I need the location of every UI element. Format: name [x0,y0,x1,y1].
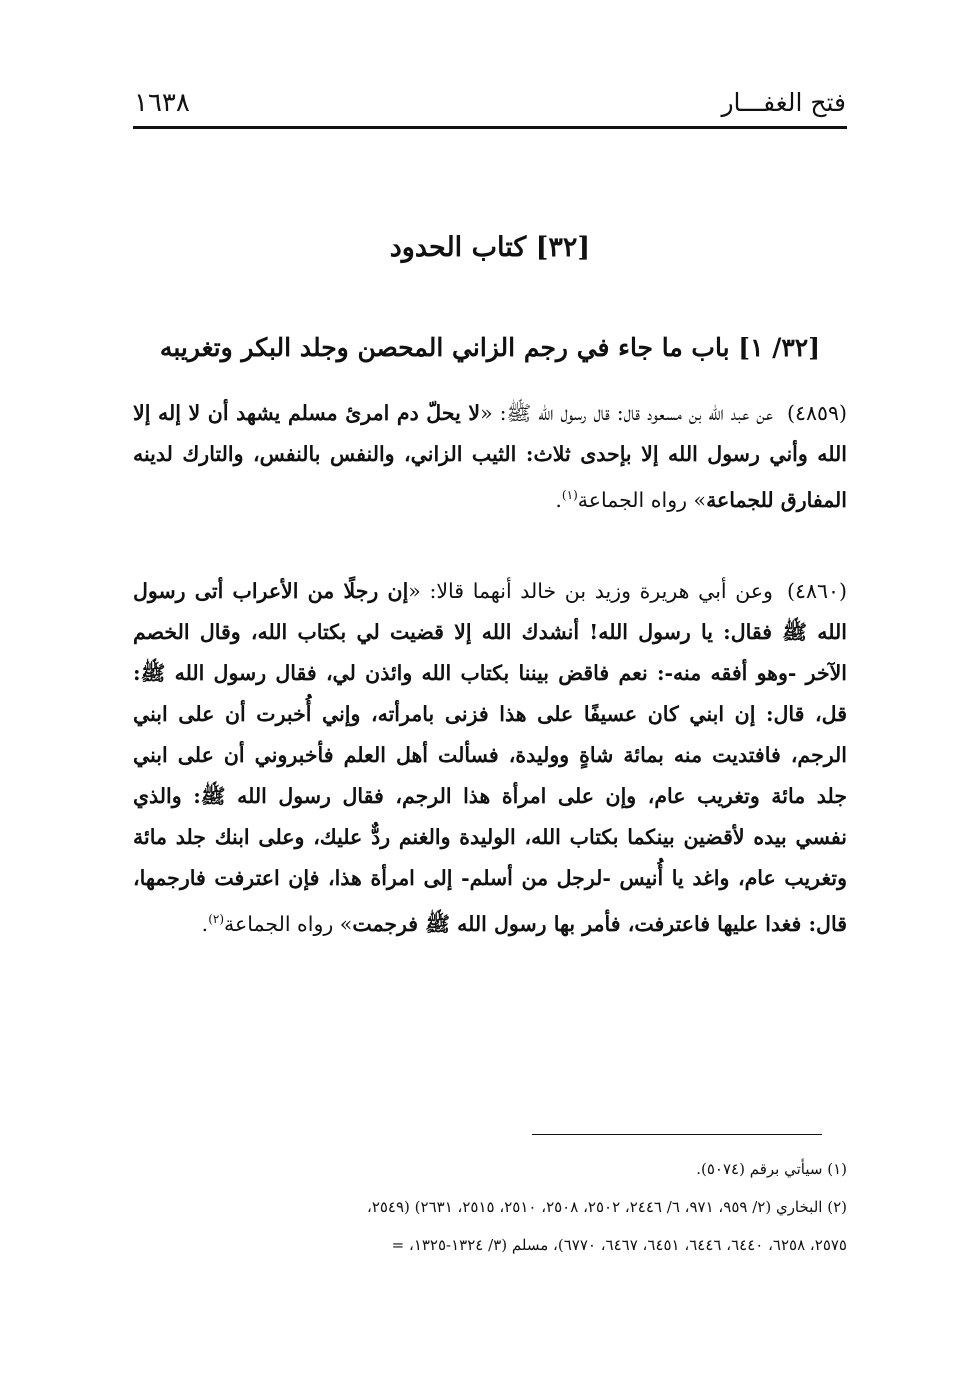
footnote-ref: (١) [561,488,578,502]
chapter-heading: [٣٢/ ١] باب ما جاء في رجم الزاني المحصن وجلد البكر وتغريبه [159,333,821,362]
hadith-quote: لا يحلّ دم امرئ مسلم يشهد أن لا إله إلا الله وأني رسول الله إلا بإحدى ثلاث: الثيب الزاني، والنفس بالنفس، والتارك لدينه المفارق للجماعة [133,401,847,512]
footnote-rule [532,1134,822,1135]
footnotes [133,1150,847,1264]
running-head [134,88,846,128]
hadith-end: . [201,911,209,936]
hadith-attribution: » رواه الجماعة [224,911,353,936]
hadith-paragraph-4860 [133,571,847,945]
header-rule [133,126,847,129]
hadith-number: (٤٨٦٠) [786,579,847,603]
hadith-end: . [555,487,562,512]
hadith-number: (٤٨٥٩) [786,401,847,425]
hadith-quote: إن رجلًا من الأعراب أتى رسول الله ﷺ فقال: يا رسول الله! أنشدك الله إلا قضيت لي بكتاب الله، وقال الخصم الآخر -وهو أفقه منه-: نعم فاقض بيننا بكتاب الله وائذن لي، فقال رسول الله ﷺ: قل، قال: إن ابني كان عسيفًا على هذا فزنى بامرأته، وإني أُخبرت أن على ابني الرجم، فافتديت منه بمائة شاةٍ ووليدة، فسألت أهل العلم فأخبروني أن على ابني جلد مائة وتغريب عام، وإن على امرأة هذا الرجم، فقال رسول الله ﷺ: والذي نفسي بيده لأقضين بينكما بكتاب الله، الوليدة والغنم ردٌّ عليك، وعلى ابنك جلد مائة وتغريب عام، واغد يا أُنيس -لرجل من أسلم- إلى امرأة هذا، فإن اعترفت فارجمها، قال: فغدا عليها فاعترفت، فأمر بها رسول الله ﷺ فرجمت [133,579,847,936]
running-head-title: فتح الغفـــار [721,88,846,117]
page-number: ١٦٣٨ [134,88,190,118]
footnote-2-line-2: ٢٥٧٥، ٦٢٥٨، ٦٤٤٠، ٦٤٤٦، ٦٤٥١، ٦٤٦٧، ٦٧٧٠)، مسلم (٣/ ١٣٢٤-١٣٢٥، = [391,1236,847,1254]
footnote-2-line-1: (٢) البخاري (٢/ ٩٥٩، ٩٧١، ٦/ ٢٤٤٦، ٢٥٠٢، ٢٥٠٨، ٢٥١٠، ٢٥١٥، ٢٦٣١) (٢٥٤٩، [366,1198,847,1216]
hadith-paragraph-4859 [133,393,847,521]
book-title: [٣٢] كتاب الحدود [389,232,591,263]
footnote-ref: (٢) [208,912,225,926]
hadith-intro: عن عبد الله بن مسعود قال: قال رسول الله ﷺ: « [480,401,773,425]
hadith-attribution: » رواه الجماعة [577,487,707,512]
hadith-intro: وعن أبي هريرة وزيد بن خالد أنهما قالا: « [408,579,773,603]
footnote-1: (١) سيأتي برقم (٥٠٧٤). [696,1160,847,1178]
